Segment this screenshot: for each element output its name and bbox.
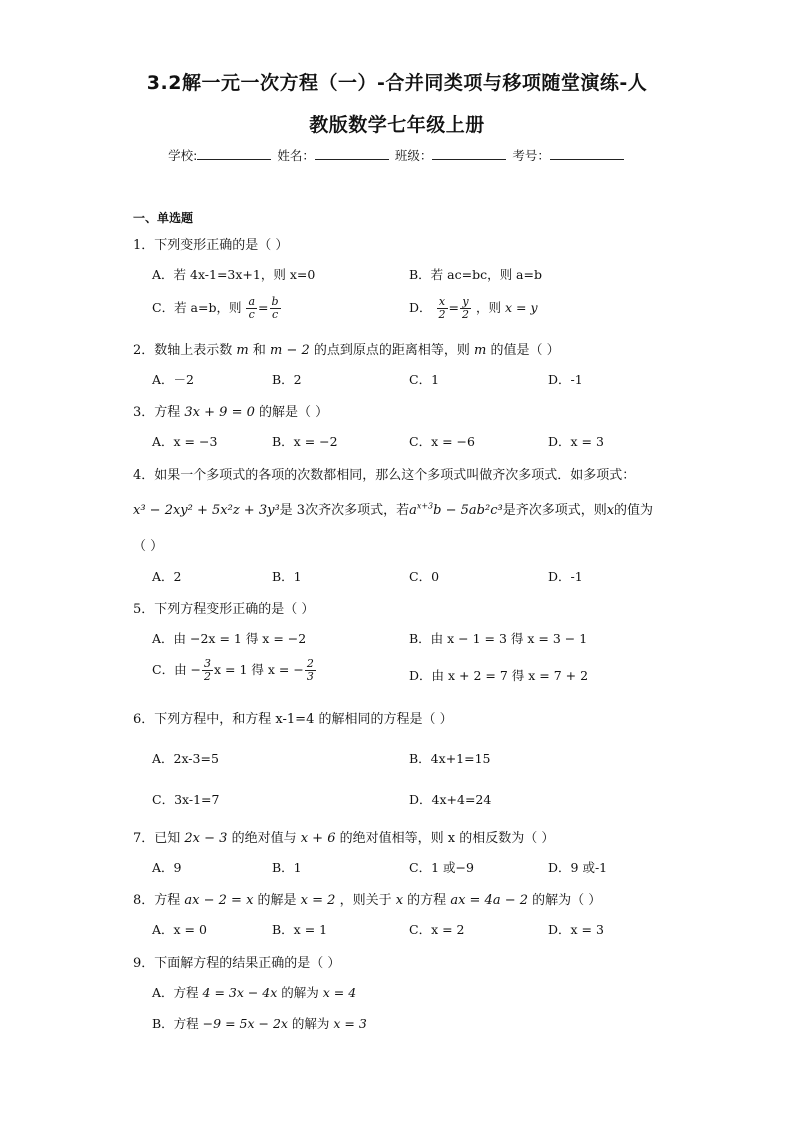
fraction-a-over-c: $\frac{a}{c}$ [248,295,256,321]
q8-option-d[interactable]: D．x = 3 [548,922,604,937]
question-8-stem: 8．方程 ax − 2 = x 的解是 x = 2 ，则关于 x 的方程 ax = 4a − 2 的解为（ ） [133,893,602,908]
q2-option-b[interactable]: B．2 [272,372,302,387]
question-4-line-3: （ ） [133,539,164,554]
name-label: 姓名： [277,148,315,163]
q5-option-c[interactable]: C．由 − $\frac{3}{2}$ x = 1 得 x = − $\frac{2}{3}$ [152,657,314,683]
number-label: 考号： [512,148,550,163]
school-blank[interactable] [197,147,271,160]
q8-option-b[interactable]: B．x = 1 [272,922,328,937]
q3-option-a[interactable]: A．x = −3 [152,434,218,449]
question-4-line-2: x³ − 2xy² + 5x²z + 3y³是 3次齐次多项式，若$a^{x+3}b - 5ab^2c^3$是齐次多项式，则x的值为 [133,501,654,518]
q4-option-d[interactable]: D．-1 [548,569,583,584]
q2-option-d[interactable]: D．-1 [548,372,583,387]
q4-option-a[interactable]: A．2 [152,569,182,584]
title-line-1: 3.2解一元一次方程（一）-合并同类项与移项随堂演练-人 [146,72,648,94]
school-label: 学校: [168,148,198,163]
question-7-stem: 7．已知 2x − 3 的绝对值与 x + 6 的绝对值相等，则 x 的相反数为（ ） [133,831,555,846]
q1-option-b[interactable]: B．若 ac=bc，则 a=b [409,267,542,282]
class-blank[interactable] [432,147,506,160]
q6-option-b[interactable]: B．4x+1=15 [409,751,491,766]
q1-option-c[interactable]: C．若 a=b，则 $\frac{a}{c}$ = $\frac{b}{c}$ [152,295,279,321]
question-9-stem: 9．下面解方程的结果正确的是（ ） [133,956,341,971]
fraction-x-over-2: $\frac{x}{2}$ [438,295,446,321]
q9-option-a[interactable]: A．方程 4 = 3x − 4x 的解为 x = 4 [152,985,357,1000]
q1-option-d[interactable]: D． $\frac{x}{2}$ = $\frac{y}{2}$ ，则 x = y [409,295,538,321]
fraction-y-over-2: $\frac{y}{2}$ [462,295,469,321]
question-1-stem: 1．下列变形正确的是（ ） [133,238,289,253]
q8-option-c[interactable]: C．x = 2 [409,922,465,937]
q6-option-c[interactable]: C．3x-1=7 [152,792,220,807]
q9-option-b[interactable]: B．方程 −9 = 5x − 2x 的解为 x = 3 [152,1016,367,1031]
q8-option-a[interactable]: A．x = 0 [152,922,207,937]
q2-option-c[interactable]: C．1 [409,372,440,387]
q4-option-c[interactable]: C．0 [409,569,440,584]
q6-option-d[interactable]: D．4x+4=24 [409,792,492,807]
q1-d-suffix: ，则 [475,300,501,315]
question-4-line-1: 4．如果一个多项式的各项的次数都相同，那么这个多项式叫做齐次多项式．如多项式： [133,468,636,483]
q3-option-d[interactable]: D．x = 3 [548,434,604,449]
q1-d-prefix: D． [409,300,432,315]
q1-option-a[interactable]: A．若 4x-1=3x+1，则 x=0 [152,267,316,282]
fraction-b-over-c: $\frac{b}{c}$ [271,295,279,321]
q1-d-equation: x = y [504,300,538,315]
question-3-stem: 3．方程 3x + 9 = 0 的解是（ ） [133,405,329,420]
q3-option-c[interactable]: C．x = −6 [409,434,475,449]
q5-option-b[interactable]: B．由 x − 1 = 3 得 x = 3 − 1 [409,631,588,646]
q7-option-b[interactable]: B．1 [272,860,302,875]
name-blank[interactable] [315,147,389,160]
student-info-line [0,146,794,164]
class-label: 班级： [394,148,433,163]
q5-option-d[interactable]: D．由 x + 2 = 7 得 x = 7 + 2 [409,668,589,683]
q7-option-a[interactable]: A．9 [152,860,182,875]
fraction-2-over-3: $\frac{2}{3}$ [306,657,314,683]
q4-option-b[interactable]: B．1 [272,569,302,584]
q7-option-c[interactable]: C．1 或−9 [409,860,474,875]
poly-example: x³ − 2xy² + 5x²z + 3y³ [133,503,280,518]
q7-option-d[interactable]: D．9 或-1 [548,860,608,875]
fraction-3-over-2: $\frac{3}{2}$ [204,657,212,683]
q3-option-b[interactable]: B．x = −2 [272,434,338,449]
number-blank[interactable] [550,147,624,160]
q5-option-a[interactable]: A．由 −2x = 1 得 x = −2 [152,631,307,646]
q6-option-a[interactable]: A．2x-3=5 [152,751,219,766]
q2-option-a[interactable]: A．－2 [152,372,194,387]
q1-c-prefix: C．若 a=b，则 [152,300,242,315]
section-heading: 一、单选题 [133,211,194,225]
poly-given: $a^{x+3}b - 5ab^2c^3$ [409,501,503,518]
title-line-2: 教版数学七年级上册 [309,114,485,136]
question-2-stem: 2．数轴上表示数 m 和 m − 2 的点到原点的距离相等，则 m 的值是（ ） [133,343,560,358]
question-5-stem: 5．下列方程变形正确的是（ ） [133,602,315,617]
question-6-stem: 6．下列方程中，和方程 x-1=4 的解相同的方程是（ ） [133,712,453,727]
